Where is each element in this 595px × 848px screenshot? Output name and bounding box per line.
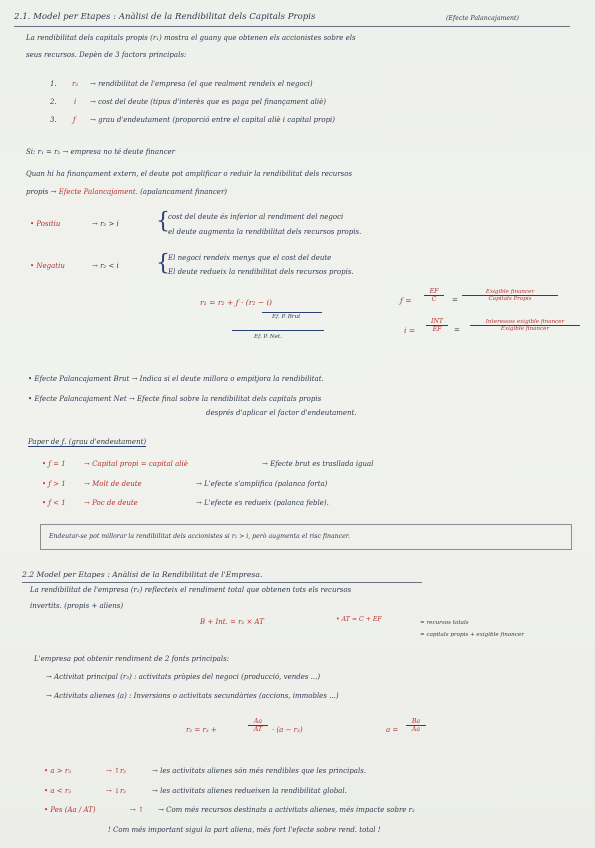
ef-net-label: Ef. P. Net. bbox=[254, 334, 282, 340]
formula-r2-rhs: · (a − r₃) bbox=[272, 726, 303, 734]
para2-suffix: (apalancament financer) bbox=[140, 188, 228, 196]
case-3-lhs: • Pes (Aa / AT) bbox=[44, 806, 96, 814]
formula-a-numerator: Ba bbox=[406, 718, 426, 726]
paper-item-1-lhs: • ƒ = 1 bbox=[42, 460, 66, 468]
fonts-intro: L'empresa pot obtenir rendiment de 2 fonts principals: bbox=[34, 655, 230, 663]
factor-1-symbol: r₂ bbox=[72, 80, 79, 88]
paper-item-2-mid: → Molt de deute bbox=[84, 480, 142, 488]
positiu-line2: el deute augmenta la rendibilitat dels recursos propis. bbox=[168, 228, 362, 236]
paper-item-1-rhs: → Efecte brut es trasllada igual bbox=[262, 460, 374, 468]
ef-brut-bracket bbox=[262, 312, 322, 313]
formula-r1: r₁ = r₂ + ƒ · (r₂ − i) bbox=[200, 298, 272, 307]
formula-r2-lhs: r₂ = r₃ + bbox=[186, 726, 217, 734]
negatiu-brace: { bbox=[156, 251, 170, 276]
case-2-text: → les activitats alienes redueixen la rendibilitat global. bbox=[152, 787, 347, 795]
case-1-text: → les activitats alienes són més rendibles que les principals. bbox=[152, 767, 367, 775]
formula-a-denominator: Aa bbox=[411, 726, 421, 733]
negatiu-line2: El deute redueix la rendibilitat dels recursos propis. bbox=[168, 268, 354, 276]
formula-a-lhs: a = bbox=[386, 726, 399, 734]
factor-3-text: → grau d'endeutament (proporció entre el capital aliè i capital propi) bbox=[90, 116, 336, 124]
bullet-efecte-net-line2: després d'aplicar el factor d'endeutament. bbox=[206, 409, 357, 417]
i-symbol: i = bbox=[404, 326, 416, 335]
factor-2-number: 2. bbox=[50, 98, 57, 106]
f-numerator: EF bbox=[424, 288, 444, 296]
positiu-brace: { bbox=[156, 209, 170, 234]
section-2-2-underline bbox=[22, 582, 422, 583]
paper-item-2-rhs: → L'efecte s'amplifica (palanca forta) bbox=[196, 480, 328, 488]
positiu-label: • Positiu bbox=[30, 220, 61, 228]
si-line: Si: r₁ = r₂ → empresa no té deute financer bbox=[26, 148, 176, 156]
f-symbol: ƒ = bbox=[400, 296, 412, 305]
para2-prefix: propis → bbox=[26, 188, 57, 196]
ef-brut-label: Ef. P. Brut bbox=[272, 314, 301, 320]
boxed-note-text: Endeutar-se pot millorar la rendibilitat dels accionistes si r₂ > i, però augmenta el risc financer. bbox=[49, 533, 351, 540]
case-3-text: → Com més recursos destinats a activitats alienes, més impacte sobre r₂ bbox=[158, 806, 415, 814]
case-1-arrow: → ↑r₂ bbox=[106, 767, 127, 775]
s2-intro-line2: invertits. (propis + aliens) bbox=[30, 602, 124, 610]
at-definition: • AT = C + EF bbox=[336, 616, 382, 623]
section-2-2-title: 2.2 Model per Etapes : Anàlisi de la Rendibilitat de l'Empresa. bbox=[22, 570, 263, 579]
formula-r2-fraction bbox=[248, 718, 268, 733]
font-activitats-alienes: → Activitats alienes (a) : Inversions o activitats secundàries (accions, immobles ...) bbox=[46, 692, 339, 700]
formula-main: B + Int. = r₂ × AT bbox=[200, 618, 264, 626]
negatiu-line1: El negoci rendeix menys que el cost del deute bbox=[168, 254, 332, 262]
boxed-note bbox=[40, 524, 572, 550]
formula-r2-numerator: Aa bbox=[248, 718, 268, 726]
positiu-line1: cost del deute és inferior al rendiment del negoci bbox=[168, 213, 344, 221]
factor-1-text: → rendibilitat de l'empresa (el que realment rendeix el negoci) bbox=[90, 80, 313, 88]
f-fraction bbox=[424, 288, 444, 303]
factor-2-text: → cost del deute (tipus d'interès que es paga pel finançament aliè) bbox=[90, 98, 327, 106]
factor-1-number: 1. bbox=[50, 80, 57, 88]
f-equals: = bbox=[452, 296, 458, 304]
formula-a-fraction bbox=[406, 718, 426, 733]
paper-item-1-mid: → Capital propi = capital aliè bbox=[84, 460, 188, 468]
paper-item-3-rhs: → L'efecte es redueix (palanca feble). bbox=[196, 499, 329, 507]
paper-item-3-lhs: • ƒ < 1 bbox=[42, 499, 66, 507]
s2-intro-line1: La rendibilitat de l'empresa (r₂) reflecteix el rendiment total que obtenen tots els recursos bbox=[30, 586, 352, 594]
case-2-lhs: • a < r₃ bbox=[44, 787, 71, 795]
i-fraction bbox=[426, 318, 448, 333]
positiu-condition: → r₂ > i bbox=[92, 220, 119, 228]
paper-item-2-lhs: • ƒ > 1 bbox=[42, 480, 66, 488]
factor-3-number: 3. bbox=[50, 116, 57, 124]
at-note-line2: = capitals propis + exigible financer bbox=[420, 632, 524, 638]
ef-net-bracket bbox=[232, 330, 324, 331]
paper-f-title: Paper de ƒ. (grau d'endeutament) bbox=[28, 438, 147, 446]
s1-intro-line1: La rendibilitat dels capitals propis (r₁) mostra el guany que obtenen els accionistes sobre els bbox=[26, 34, 356, 42]
f-words-fraction bbox=[462, 289, 558, 302]
case-3-arrow: → ↑ bbox=[130, 806, 144, 814]
negatiu-condition: → r₂ < i bbox=[92, 262, 119, 270]
f-words-denominator: Capitals Propis bbox=[488, 296, 532, 302]
bullet-efecte-net-line1: • Efecte Palancajament Net → Efecte final sobre la rendibilitat dels capitals propis bbox=[28, 395, 322, 403]
para2-emphasis: Efecte Palancajament. bbox=[58, 188, 138, 196]
case-1-lhs: • a > r₃ bbox=[44, 767, 71, 775]
section-2-1-title-note: (Efecte Palancajament) bbox=[446, 15, 519, 22]
s1-para-line1: Quan hi ha finançament extern, el deute pot amplificar o reduir la rendibilitat dels recursos bbox=[26, 170, 353, 178]
at-note-line1: = recursos totals bbox=[420, 620, 469, 626]
case-2-arrow: → ↓r₂ bbox=[106, 787, 127, 795]
f-words-numerator: Exigible financer bbox=[462, 289, 558, 296]
i-denominator: EF bbox=[432, 326, 442, 333]
final-note: ! Com més important sigui la part aliena, més fort l'efecte sobre rend. total ! bbox=[108, 826, 381, 834]
s1-intro-line2: seus recursos. Depèn de 3 factors principals: bbox=[26, 51, 187, 59]
paper-item-3-mid: → Poc de deute bbox=[84, 499, 138, 507]
font-activitat-principal: → Activitat principal (r₃) : activitats pròpies del negoci (producció, vendes ...) bbox=[46, 673, 321, 681]
title-underline bbox=[14, 26, 570, 27]
i-words-fraction bbox=[470, 319, 580, 332]
f-denominator: C bbox=[431, 296, 437, 303]
factor-2-symbol: i bbox=[74, 98, 77, 106]
formula-r2-denominator: AT bbox=[253, 726, 263, 733]
i-equals: = bbox=[454, 326, 460, 334]
i-words-denominator: Exigible financer bbox=[500, 326, 550, 332]
factor-3-symbol: ƒ bbox=[73, 116, 76, 124]
i-numerator: INT bbox=[426, 318, 448, 326]
section-2-1-title: 2.1. Model per Etapes : Anàlisi de la Rendibilitat dels Capitals Propis bbox=[14, 12, 316, 22]
negatiu-label: • Negatiu bbox=[30, 262, 65, 270]
bullet-efecte-brut: • Efecte Palancajament Brut → Indica si el deute millora o empitjora la rendibilitat. bbox=[28, 375, 324, 383]
i-words-numerator: Interessos exigible financer bbox=[470, 319, 580, 326]
s1-para-line2 bbox=[26, 188, 227, 196]
